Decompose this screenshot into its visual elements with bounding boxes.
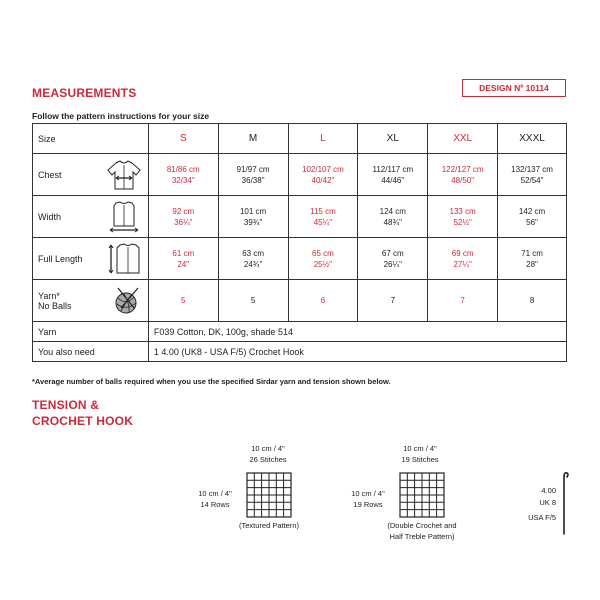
- yarn-row: [33, 322, 567, 342]
- measurements-table: [32, 123, 567, 362]
- width-xl: 124 cm 48¾": [358, 196, 428, 238]
- gauge2-pattern-2: Half Treble Pattern): [389, 532, 455, 541]
- yarn-value: F039 Cotton, DK, 100g, shade 514: [148, 322, 566, 342]
- gauge2-width: 10 cm / 4": [403, 444, 437, 453]
- length-l: 65 cm 25½": [288, 238, 358, 280]
- also-need-row: [33, 342, 567, 362]
- size-label: Size: [33, 124, 149, 154]
- width-xxxl: 142 cm 56": [498, 196, 567, 238]
- tension-heading: [32, 397, 133, 429]
- crochet-hook-icon: [558, 470, 570, 536]
- garment-chest-icon: [106, 160, 142, 190]
- gauge1-rows: 14 Rows: [200, 500, 230, 509]
- chest-label: Chest: [38, 169, 62, 180]
- balls-label-yarn: Yarn*: [38, 290, 60, 301]
- gauge2-grid-icon: [399, 472, 445, 518]
- length-xxl: 69 cm 27¼": [428, 238, 498, 280]
- gauge2-height: 10 cm / 4": [351, 489, 385, 498]
- chest-s: 81/86 cm 32/34": [148, 154, 218, 196]
- yarn-label: Yarn: [33, 322, 149, 342]
- size-xxl: XXL: [428, 124, 498, 154]
- length-m: 63 cm 24¾": [218, 238, 288, 280]
- balls-xxxl: 8: [498, 280, 567, 322]
- balls-l: 6: [288, 280, 358, 322]
- size-l: L: [288, 124, 358, 154]
- width-row: [33, 196, 567, 238]
- width-m: 101 cm 39¾": [218, 196, 288, 238]
- width-s: 92 cm 36¼": [148, 196, 218, 238]
- size-s: S: [148, 124, 218, 154]
- gauge2-rows: 19 Rows: [353, 500, 383, 509]
- gauge1-pattern: (Textured Pattern): [238, 521, 300, 530]
- tension-heading-line2: CROCHET HOOK: [32, 414, 134, 428]
- also-need-value: 1 4.00 (UK8 - USA F/5) Crochet Hook: [148, 342, 566, 362]
- chest-row: [33, 154, 567, 196]
- measurements-heading: MEASUREMENTS: [32, 86, 137, 100]
- gauge2-pattern-1: (Double Crochet and: [387, 521, 457, 530]
- length-xxxl: 71 cm 28": [498, 238, 567, 280]
- gauge1-grid-icon: [246, 472, 292, 518]
- balls-s: 5: [148, 280, 218, 322]
- garment-length-icon: [106, 242, 142, 276]
- chest-xxl: 122/127 cm 48/50": [428, 154, 498, 196]
- chest-xl: 112/117 cm 44/46": [358, 154, 428, 196]
- size-row: [33, 124, 567, 154]
- balls-xxl: 7: [428, 280, 498, 322]
- length-s: 61 cm 24": [148, 238, 218, 280]
- chest-xxxl: 132/137 cm 52/54": [498, 154, 567, 196]
- width-l: 115 cm 45¼": [288, 196, 358, 238]
- gauge1-width: 10 cm / 4": [251, 444, 285, 453]
- gauge2-stitches: 19 Stitches: [401, 455, 439, 464]
- width-xxl: 133 cm 52½": [428, 196, 498, 238]
- balls-m: 5: [218, 280, 288, 322]
- gauge1-stitches: 26 Stitches: [249, 455, 287, 464]
- balls-label-no: No Balls: [38, 300, 72, 311]
- design-number-badge: DESIGN Nº 10114: [462, 79, 566, 97]
- gauge1-height: 10 cm / 4": [198, 489, 232, 498]
- yarn-ball-icon: [112, 286, 142, 316]
- length-label: Full Length: [38, 253, 83, 264]
- garment-width-icon: [106, 201, 142, 233]
- hook-size: 4.00: [541, 486, 556, 495]
- length-xl: 67 cm 26¼": [358, 238, 428, 280]
- length-row: [33, 238, 567, 280]
- width-label: Width: [38, 211, 62, 222]
- size-xl: XL: [358, 124, 428, 154]
- chest-l: 102/107 cm 40/42": [288, 154, 358, 196]
- chest-m: 91/97 cm 36/38": [218, 154, 288, 196]
- hook-uk: UK 8: [539, 498, 556, 507]
- balls-row: [33, 280, 567, 322]
- intro-text: Follow the pattern instructions for your size: [32, 111, 210, 121]
- size-xxxl: XXXL: [498, 124, 567, 154]
- also-need-label: You also need: [33, 342, 149, 362]
- hook-usa: USA F/5: [528, 513, 556, 522]
- footnote: *Average number of balls required when you use the specified Sirdar yarn and tension shown below.: [32, 377, 391, 386]
- size-m: M: [218, 124, 288, 154]
- tension-heading-line1: TENSION &: [32, 398, 100, 412]
- balls-xl: 7: [358, 280, 428, 322]
